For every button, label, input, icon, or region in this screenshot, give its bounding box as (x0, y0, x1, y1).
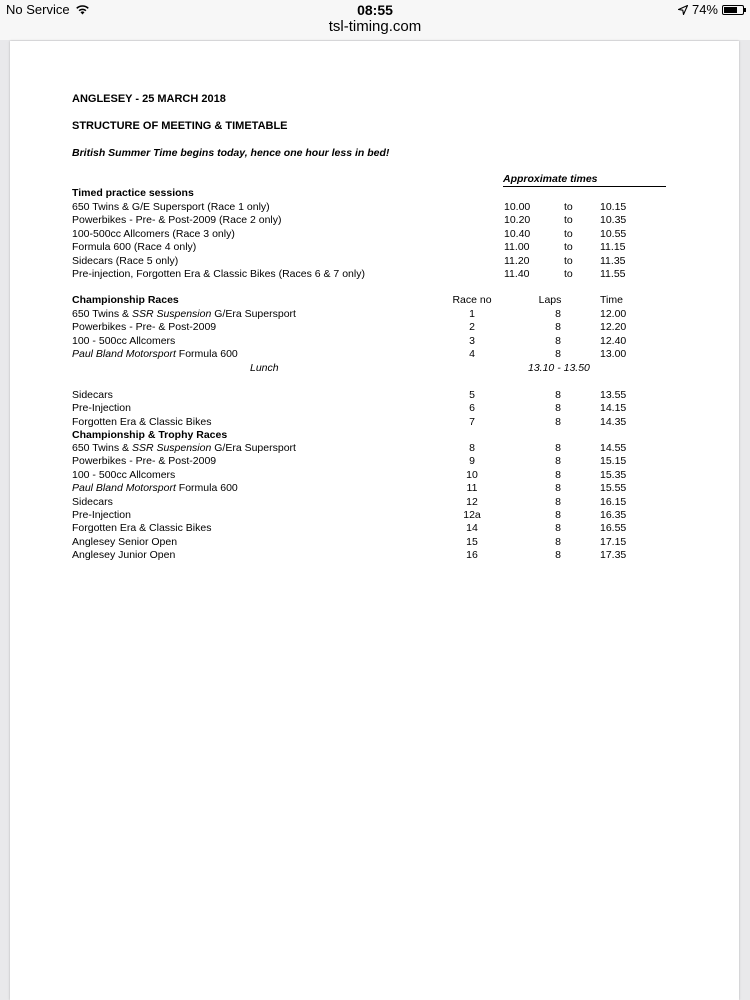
document-title: ANGLESEY - 25 MARCH 2018 (72, 93, 226, 105)
race-time: 12.40 (600, 334, 627, 347)
race-name (72, 482, 238, 495)
lunch-time: 13.10 - 13.50 (528, 362, 590, 374)
race-time: 17.35 (600, 549, 627, 562)
race-time: 14.35 (600, 415, 627, 428)
race-number: 4 (469, 348, 475, 361)
race-number: 9 (469, 455, 475, 468)
practice-start-time: 10.00 (504, 201, 531, 213)
race-class-text: G/Era Supersport (211, 308, 296, 320)
practice-session-name: 650 Twins & G/E Supersport (Race 1 only) (72, 201, 270, 213)
race-number: 12 (466, 495, 478, 508)
notice-text: British Summer Time begins today, hence one hour less in bed! (72, 147, 390, 159)
race-number: 8 (469, 442, 475, 454)
race-name (72, 389, 113, 402)
status-bar (0, 0, 750, 40)
race-class-text: Formula 600 (175, 348, 238, 361)
race-number: 15 (466, 535, 478, 548)
document-subtitle: STRUCTURE OF MEETING & TIMETABLE (72, 120, 288, 132)
race-name-text: Pre-Injection (72, 509, 131, 521)
practice-start-time: 10.20 (504, 214, 531, 227)
race-name (72, 455, 216, 468)
race-time: 14.55 (600, 442, 627, 454)
clock: 08:55 (357, 2, 393, 18)
race-laps: 8 (555, 442, 561, 454)
race-time: 16.15 (600, 495, 627, 508)
race-name (72, 496, 113, 509)
race-time: 17.15 (600, 535, 627, 548)
lunch-label: Lunch (250, 362, 279, 374)
race-name (72, 308, 296, 321)
practice-to-word: to (564, 241, 573, 254)
race-number: 12a (463, 509, 481, 521)
race-laps: 8 (555, 509, 561, 521)
race-name-text: Powerbikes - Pre- & Post-2009 (72, 455, 217, 468)
battery-percent: 74% (691, 2, 718, 17)
race-name (72, 321, 216, 334)
race-time: 14.15 (600, 402, 627, 415)
practice-start-time: 10.40 (504, 227, 531, 240)
carrier-label: No Service (6, 2, 70, 17)
race-laps: 8 (555, 348, 561, 361)
race-time: 16.55 (600, 522, 627, 535)
race-name-text: Pre-Injection (72, 402, 131, 415)
location-arrow-icon (678, 5, 688, 15)
col-header-time: Time (600, 294, 623, 306)
battery-icon (722, 5, 744, 15)
col-header-laps: Laps (538, 294, 562, 306)
race-number: 14 (466, 522, 478, 535)
race-laps: 8 (555, 308, 561, 320)
race-number: 6 (469, 402, 475, 415)
race-name-text: Sidecars (72, 389, 113, 401)
race-name-text: Sidecars (72, 495, 113, 508)
race-sponsor-text: Paul Bland Motorsport (72, 482, 176, 495)
race-name (72, 442, 296, 455)
race-number: 3 (469, 334, 475, 347)
race-laps: 8 (555, 495, 561, 508)
practice-end-time: 11.35 (600, 254, 626, 267)
practice-end-time: 11.55 (600, 268, 626, 280)
race-laps: 8 (555, 535, 561, 548)
race-laps: 8 (555, 402, 561, 415)
race-sponsor-text: SSR Suspension (131, 308, 212, 320)
race-number: 2 (469, 321, 475, 334)
race-name (72, 335, 175, 348)
race-laps: 8 (555, 321, 561, 334)
practice-session-name: 100-500cc Allcomers (Race 3 only) (72, 227, 235, 240)
race-name (72, 536, 177, 549)
race-time: 15.15 (600, 455, 627, 468)
practice-end-time: 11.15 (600, 241, 626, 254)
race-laps: 8 (555, 549, 561, 562)
trophy-heading: Championship & Trophy Races (72, 429, 228, 441)
race-name (72, 549, 175, 562)
practice-to-word: to (564, 201, 573, 213)
battery-status (678, 2, 744, 17)
practice-to-word: to (564, 214, 573, 227)
race-name (72, 416, 211, 429)
race-time: 16.35 (600, 509, 627, 521)
practice-end-time: 10.15 (600, 201, 627, 213)
practice-heading: Timed practice sessions (72, 187, 194, 199)
practice-to-word: to (564, 227, 573, 240)
race-time: 12.00 (600, 308, 627, 320)
practice-to-word: to (564, 254, 573, 267)
race-class-text: Formula 600 (175, 482, 238, 495)
race-number: 16 (466, 549, 478, 562)
race-laps: 8 (555, 334, 561, 347)
col-header-race-no: Race no (452, 294, 492, 306)
race-number: 7 (469, 415, 475, 428)
race-laps: 8 (555, 455, 561, 468)
race-laps: 8 (555, 522, 561, 535)
practice-to-word: to (564, 268, 573, 280)
approx-times-header (503, 173, 666, 187)
practice-session-name: Formula 600 (Race 4 only) (72, 241, 197, 254)
race-name-text: 650 Twins & (72, 308, 132, 320)
race-number: 1 (469, 308, 475, 320)
race-name (72, 402, 131, 415)
race-name-text: Forgotten Era & Classic Bikes (72, 415, 212, 428)
race-laps: 8 (555, 415, 561, 428)
race-name-text: Forgotten Era & Classic Bikes (72, 522, 212, 535)
approx-times-label: Approximate times (503, 173, 598, 185)
practice-start-time: 11.20 (504, 254, 530, 267)
race-number: 5 (469, 389, 475, 401)
race-time: 15.35 (600, 468, 627, 481)
race-sponsor-text: Paul Bland Motorsport (72, 348, 176, 361)
practice-end-time: 10.55 (600, 227, 627, 240)
race-name-text: 650 Twins & (72, 442, 132, 454)
practice-session-name: Pre-injection, Forgotten Era & Classic Bikes (Races 6 & 7 only) (72, 268, 365, 280)
race-number: 11 (466, 482, 478, 495)
pdf-page[interactable] (10, 41, 739, 1000)
race-name-text: Powerbikes - Pre- & Post-2009 (72, 321, 217, 334)
race-time: 13.55 (600, 389, 627, 401)
race-laps: 8 (555, 468, 561, 481)
race-name-text: Anglesey Senior Open (72, 535, 178, 548)
race-laps: 8 (555, 389, 561, 401)
race-laps: 8 (555, 482, 561, 495)
championship-heading: Championship Races (72, 294, 179, 306)
race-time: 13.00 (600, 348, 627, 361)
race-name (72, 522, 211, 535)
practice-start-time: 11.40 (504, 268, 530, 280)
race-class-text: G/Era Supersport (211, 442, 296, 454)
practice-session-name: Powerbikes - Pre- & Post-2009 (Race 2 only) (72, 214, 282, 227)
race-name (72, 509, 131, 522)
race-name (72, 348, 238, 361)
practice-session-name: Sidecars (Race 5 only) (72, 254, 179, 267)
race-time: 15.55 (600, 482, 627, 495)
race-sponsor-text: SSR Suspension (131, 442, 212, 454)
practice-start-time: 11.00 (504, 241, 530, 254)
race-time: 12.20 (600, 321, 627, 334)
race-name-text: 100 - 500cc Allcomers (72, 468, 176, 481)
race-name-text: 100 - 500cc Allcomers (72, 334, 176, 347)
address-bar-url[interactable]: tsl-timing.com (328, 18, 422, 35)
race-name (72, 469, 175, 482)
race-name-text: Anglesey Junior Open (72, 549, 176, 562)
practice-end-time: 10.35 (600, 214, 627, 227)
race-number: 10 (466, 468, 478, 481)
